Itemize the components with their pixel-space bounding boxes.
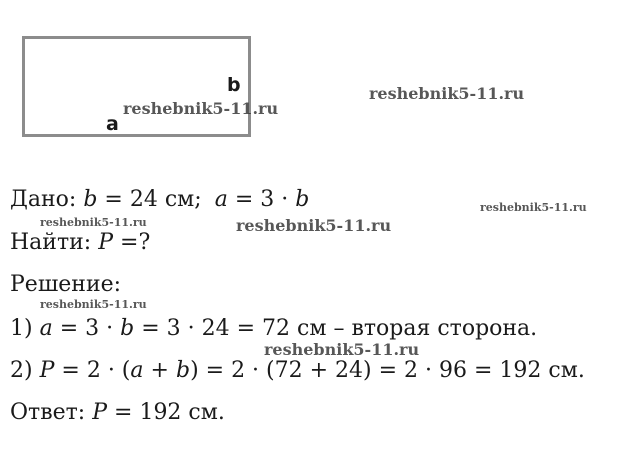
find-expr: =? bbox=[120, 230, 151, 255]
watermark: reshebnik5-11.ru bbox=[480, 201, 587, 214]
watermark: reshebnik5-11.ru bbox=[40, 216, 147, 229]
given-a-var: a bbox=[214, 187, 228, 212]
watermark: reshebnik5-11.ru bbox=[264, 340, 420, 359]
answer-expr: = 192 см. bbox=[114, 400, 225, 425]
solution-step-1 bbox=[10, 316, 537, 341]
find-line bbox=[10, 230, 150, 255]
side-label-a: a bbox=[106, 113, 119, 135]
rectangle-figure bbox=[22, 36, 251, 137]
given-prefix: Дано: bbox=[10, 187, 77, 212]
given-line bbox=[10, 187, 309, 212]
step2-number: 2) bbox=[10, 358, 33, 383]
step2-part2: ) = 2 · (72 + 24) = 2 · 96 = 192 см. bbox=[190, 358, 585, 383]
solution-step-2 bbox=[10, 358, 585, 383]
answer-prefix: Ответ: bbox=[10, 400, 86, 425]
find-var: P bbox=[98, 230, 114, 255]
step1-part2: = 3 · 24 = 72 см – вторая сторона. bbox=[141, 316, 538, 341]
step2-plus: + bbox=[150, 358, 169, 383]
watermark: reshebnik5-11.ru bbox=[123, 99, 279, 118]
given-a-expr: = 3 · bbox=[234, 187, 289, 212]
watermark: reshebnik5-11.ru bbox=[369, 84, 525, 103]
step2-a-var: a bbox=[130, 358, 144, 383]
watermark: reshebnik5-11.ru bbox=[40, 298, 147, 311]
step1-number: 1) bbox=[10, 316, 33, 341]
solution-title: Решение: bbox=[10, 272, 122, 297]
step1-b-var: b bbox=[120, 316, 135, 341]
given-a-tail: b bbox=[295, 187, 310, 212]
answer-line bbox=[10, 400, 225, 425]
step2-p-var: P bbox=[39, 358, 55, 383]
step2-b-var: b bbox=[175, 358, 191, 383]
step1-part1: = 3 · bbox=[59, 316, 114, 341]
step2-part1: = 2 · ( bbox=[61, 358, 131, 383]
side-label-b: b bbox=[227, 74, 241, 96]
given-b-var: b bbox=[83, 187, 98, 212]
answer-var: P bbox=[92, 400, 108, 425]
watermark: reshebnik5-11.ru bbox=[236, 216, 392, 235]
step1-a-var: a bbox=[39, 316, 53, 341]
find-prefix: Найти: bbox=[10, 230, 92, 255]
given-b-expr: = 24 см; bbox=[104, 187, 202, 212]
